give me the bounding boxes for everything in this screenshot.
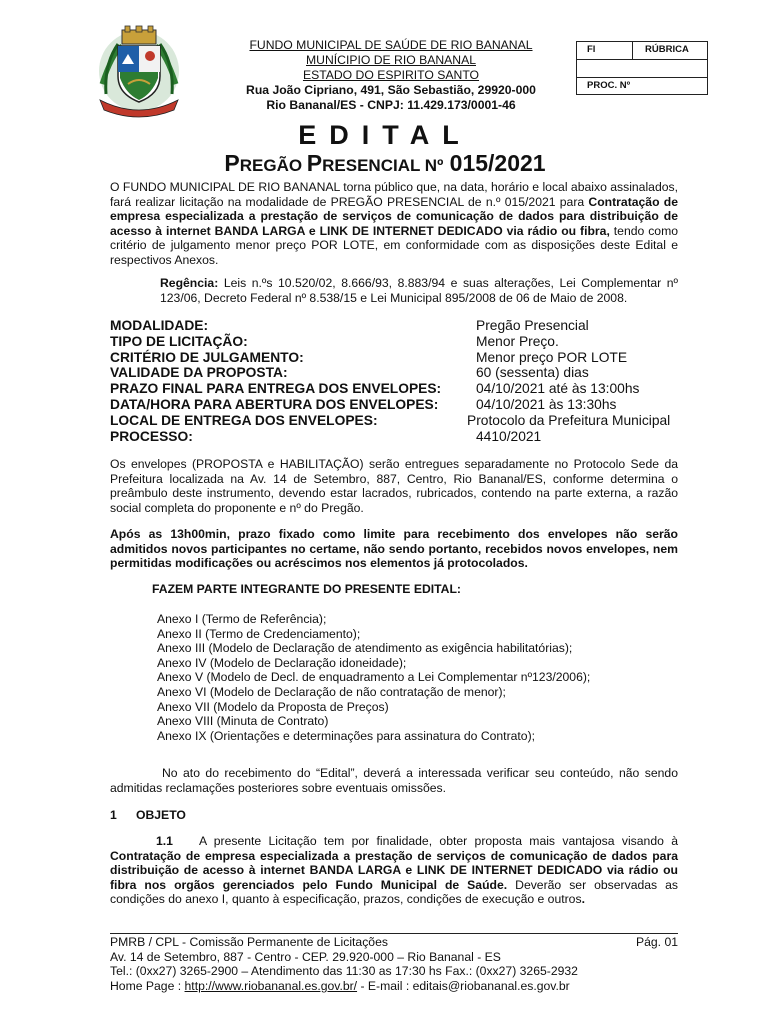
footer-commission: PMRB / CPL - Comissão Permanente de Licitações	[110, 935, 388, 949]
rubrica-fl-label: Fl	[577, 42, 633, 59]
header-fund-name: FUNDO MUNICIPAL DE SAÚDE DE RIO BANANAL	[249, 38, 533, 52]
document-subtitle	[0, 150, 770, 177]
objeto-text-b: Contratação de empresa especializada a prestação de serviços de comunicação de dados para distribuição de acesso à internet BANDA LARGA e LINK DE INTERNET DEDICADO via rádio ou fibra nos orgãos gerenciados pelo Fundo Municipal de Saúde.	[110, 848, 678, 892]
rubrica-box	[576, 41, 708, 95]
recebimento-paragraph	[110, 766, 678, 795]
summary-row	[110, 413, 680, 429]
intro-paragraph	[110, 180, 678, 268]
annex-item: Anexo III (Modelo de Declaração de atendimento as exigência habilitatórias);	[157, 641, 573, 656]
recebimento-text: No ato do recebimento do “Edital”, deverá a interessada verificar seu conteúdo, não sendo admitidas reclamações posteriores sobre eventuais omissões.	[110, 766, 678, 795]
annex-item: Anexo VIII (Minuta de Contrato)	[157, 714, 329, 729]
summary-row	[110, 365, 680, 381]
annex-item: Anexo V (Modelo de Decl. de enquadramento a Lei Complementar nº123/2006);	[157, 670, 591, 685]
annexes-heading: FAZEM PARTE INTEGRANTE DO PRESENTE EDITAL:	[152, 582, 461, 596]
subtitle-number: 015/2021	[443, 150, 546, 176]
section-title: OBJETO	[136, 808, 186, 822]
summary-label: PRAZO FINAL PARA ENTREGA DOS ENVELOPES:	[110, 381, 442, 397]
homepage-link[interactable]: http://www.riobananal.es.gov.br/	[184, 978, 358, 993]
rubrica-label: RÚBRICA	[645, 44, 689, 55]
summary-value: Protocolo da Prefeitura Municipal	[467, 412, 671, 428]
summary-value: 60 (sessenta) dias	[476, 365, 589, 381]
summary-label: MODALIDADE:	[110, 318, 209, 333]
summary-label: CRITÉRIO DE JULGAMENTO:	[110, 349, 304, 365]
summary-row	[110, 429, 680, 445]
annex-item: Anexo IX (Orientações e determinações para assinatura do Contrato);	[157, 728, 536, 743]
page-footer	[110, 935, 678, 993]
section-number: 1	[110, 808, 117, 822]
summary-row	[110, 334, 680, 350]
summary-row	[110, 381, 680, 397]
institution-header	[206, 38, 576, 113]
regencia-text: Leis n.ºs 10.520/02, 8.666/93, 8.883/94 e suas alterações, Lei Complementar nº 123/06, Decreto Federal nº 8.538/15 e Lei Municipal 895/2008 de 06 de Maio de 2008.	[160, 276, 678, 305]
regencia-label: Regência:	[160, 276, 219, 290]
intro-text-c: tendo como critério de julgamento menor preço POR LOTE, em conformidade com as disposições deste Edital e respectivos Anexos.	[110, 223, 679, 267]
envelopes-paragraph: Os envelopes (PROPOSTA e HABILITAÇÃO) serão entregues separadamente no Protocolo Sede da Prefeitura localizada na Av. 14 de Setembro, 887, Centro, Rio Bananal/ES, conforme determina o preâmbulo deste instrumento, devendo estar lacrados, rubricados, contendo na parte externa, a razão social completa do proponente e nº do Pregão.	[110, 457, 678, 515]
regencia-paragraph	[160, 276, 678, 305]
annexes-list	[157, 612, 590, 743]
objeto-text-d: .	[581, 892, 585, 907]
objeto-text-a: A presente Licitação tem por finalidade, obter proposta mais vantajosa visando à	[198, 834, 678, 848]
summary-row	[110, 397, 680, 413]
objeto-item-number: 1.1	[156, 834, 173, 848]
header-cnpj: Rio Bananal/ES - CNPJ: 11.429.173/0001-46	[266, 98, 516, 112]
document-title: EDITAL	[298, 120, 472, 150]
annex-item: Anexo VII (Modelo da Proposta de Preços)	[157, 699, 389, 714]
subtitle-pregao-initial: P	[224, 150, 240, 176]
summary-label: LOCAL DE ENTREGA DOS ENVELOPES:	[110, 412, 378, 428]
footer-divider	[110, 933, 678, 934]
footer-address: Av. 14 de Setembro, 887 - Centro - CEP. 29.920-000 – Rio Bananal - ES	[110, 949, 501, 964]
annex-item: Anexo IV (Modelo de Declaração idoneidade);	[157, 655, 407, 670]
homepage-label: Home Page :	[110, 978, 185, 993]
annex-item: Anexo I (Termo de Referência);	[157, 612, 327, 626]
deadline-warning-paragraph: Após as 13h00min, prazo fixado como limite para recebimento dos envelopes não serão admitidos novos participantes no certame, não sendo portanto, recebidos novos envelopes, nem permitidas modificações ou acréscimos nos elementos já protocolados.	[110, 527, 678, 571]
summary-value: 4410/2021	[476, 428, 542, 444]
licitacao-summary	[110, 318, 680, 444]
subtitle-pregao-rest: REGÃO	[239, 156, 307, 175]
header-state: ESTADO DO ESPIRITO SANTO	[302, 68, 480, 82]
header-address: Rua João Cipriano, 491, São Sebastião, 29920-000	[246, 83, 536, 97]
summary-value: Menor Preço.	[476, 333, 559, 349]
proc-number-label: PROC. Nº	[587, 80, 631, 91]
summary-value: Pregão Presencial	[476, 318, 589, 333]
subtitle-presencial-initial: P	[306, 150, 323, 176]
intro-object: Contratação de empresa especializada a prestação de serviços de comunicação de dados para distribuição de acesso à internet BANDA LARGA e LINK DE INTERNET DEDICADO via rádio ou fibra,	[110, 194, 679, 238]
objeto-text-c: Deverão ser observadas as condições do anexo I, quanto à especificação, prazos, condições de execução e outros	[110, 877, 678, 907]
annex-item: Anexo II (Termo de Credenciamento);	[157, 626, 361, 641]
summary-label: PROCESSO:	[110, 428, 193, 444]
page-number: Pág. 01	[635, 935, 678, 949]
intro-text-a: O FUNDO MUNICIPAL DE RIO BANANAL torna público que, na data, horário e local abaixo assinalados, fará realizar licitação na modalidade de PREGÃO PRESENCIAL de n.º 015/2021 para	[110, 180, 678, 209]
summary-row	[110, 318, 680, 334]
municipal-coat-of-arms-icon	[92, 24, 186, 118]
email-text: - E-mail : editais@riobananal.es.gov.br	[357, 978, 570, 993]
footer-contact	[110, 979, 678, 994]
rubrica-blank-row	[577, 60, 707, 78]
summary-label: DATA/HORA PARA ABERTURA DOS ENVELOPES:	[110, 396, 439, 412]
objeto-paragraph	[110, 834, 678, 907]
summary-value: 04/10/2021 às 13:30hs	[476, 396, 617, 412]
summary-value: 04/10/2021 até às 13:00hs	[476, 381, 640, 397]
subtitle-presencial-rest: RESENCIAL Nº	[322, 156, 444, 175]
summary-label: VALIDADE DA PROPOSTA:	[110, 365, 288, 381]
section-objeto-heading	[110, 808, 186, 822]
footer-phone: Tel.: (0xx27) 3265-2900 – Atendimento das 11:30 as 17:30 hs Fax.: (0xx27) 3265-2932	[110, 964, 578, 979]
summary-row	[110, 350, 680, 366]
summary-value: Menor preço POR LOTE	[476, 349, 628, 365]
summary-label: TIPO DE LICITAÇÃO:	[110, 333, 248, 349]
annex-item: Anexo VI (Modelo de Declaração de não contratação de menor);	[157, 684, 506, 699]
header-municipality: MUNÍCIPIO DE RIO BANANAL	[306, 53, 476, 67]
